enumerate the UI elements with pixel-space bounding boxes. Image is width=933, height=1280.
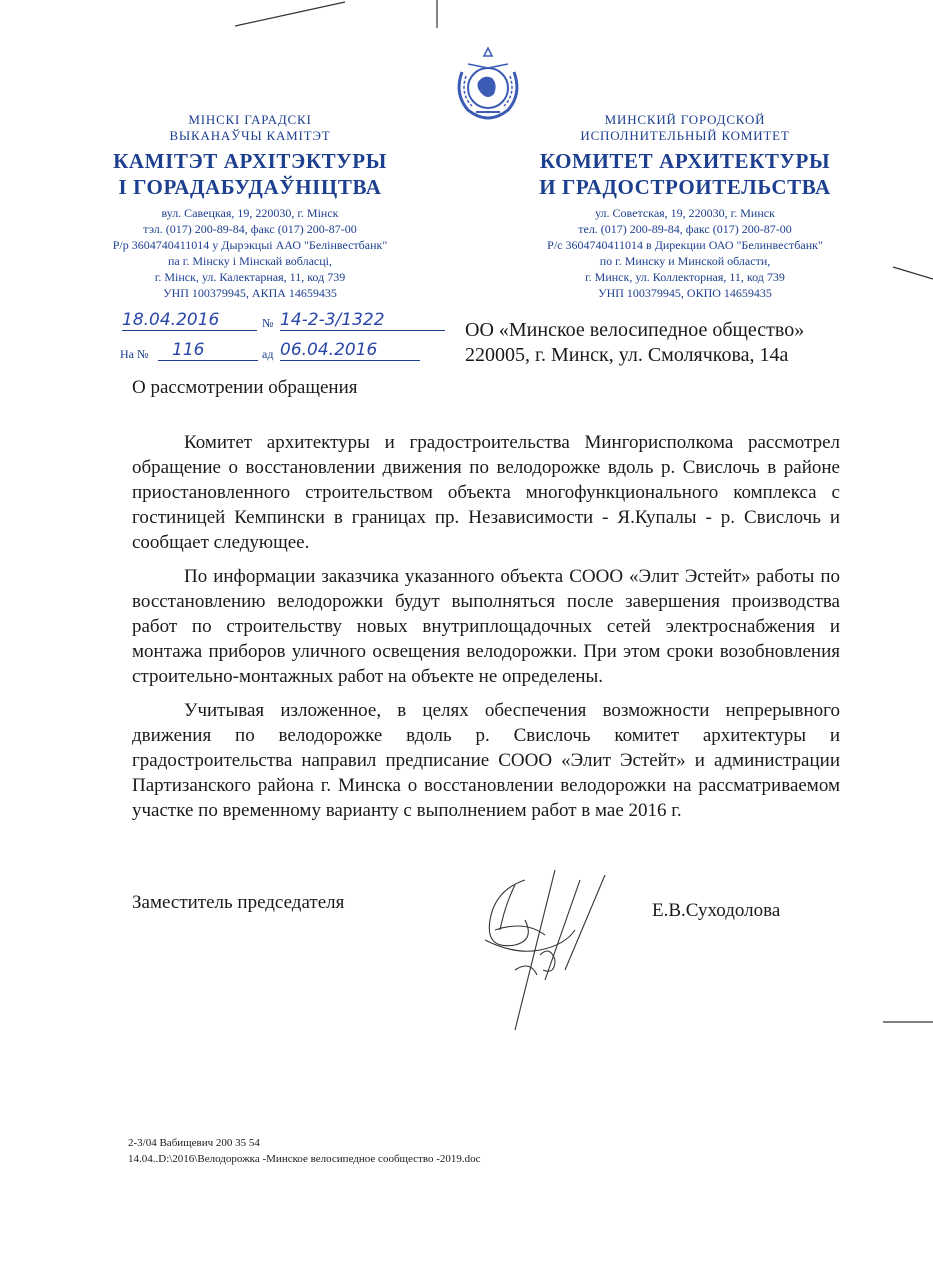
paragraph: По информации заказчика указанного объекта СООО «Элит Эстейт» работы по восстановлению велодорожки будут выполняться после завершения производства работ по строительству новых внутриплощадочных сетей электроснабжения и монтажа приборов уличного освещения велодорожки. При этом сроки возобновления строительно-монтажных работ на объекте не определены.: [132, 566, 840, 687]
header-left-addr: Р/р 3604740411014 у Дырэкцыі ААО "Белінвестбанк": [112, 238, 388, 252]
header-right-line2: ИСПОЛНИТЕЛЬНЫЙ КОМИТЕТ: [580, 128, 790, 143]
header-right-addr: г. Минск, ул. Коллекторная, 11, код 739: [585, 270, 785, 284]
header-left: [100, 112, 400, 301]
header-right-addr: Р/с 3604740411014 в Дирекции ОАО "Белинвестбанк": [547, 238, 823, 252]
footer-file-path: 14.04..D:\2016\Велодорожка -Минское велосипедное сообщество -2019.doc: [128, 1153, 481, 1165]
reference-number: 116: [158, 340, 258, 361]
header-left-title2: І ГОРАДАБУДАЎНІЦТВА: [118, 175, 382, 199]
header-left-addr: тэл. (017) 200-89-84, факс (017) 200-87-00: [143, 222, 357, 236]
reference-date: 06.04.2016: [280, 340, 420, 361]
recipient-name: ОО «Минское велосипедное общество»: [465, 319, 805, 341]
handwritten-signature-icon: [455, 860, 630, 1040]
header-right-addr: тел. (017) 200-89-84, факс (017) 200-87-00: [578, 222, 792, 236]
signature-name: Е.В.Суходолова: [652, 900, 781, 921]
header-right-title2: И ГРАДОСТРОИТЕЛЬСТВА: [539, 175, 831, 199]
registration-no-label: №: [262, 316, 274, 330]
belarus-emblem-icon: [448, 44, 528, 122]
footer-executor: 2-3/04 Вабищевич 200 35 54: [128, 1137, 260, 1149]
reference-label: На №: [120, 347, 149, 361]
header-left-line2: ВЫКАНАЎЧЫ КАМІТЭТ: [169, 128, 331, 143]
registration-date: 18.04.2016: [122, 310, 257, 331]
registration-row-2: [120, 340, 450, 364]
header-left-addr: па г. Мінску і Мінскай вобласці,: [168, 254, 332, 268]
header-right-line1: МИНСКИЙ ГОРОДСКОЙ: [604, 112, 766, 127]
header-left-addr: г. Мінск, ул. Калектарная, 11, код 739: [154, 270, 346, 284]
header-left-addr: вул. Савецкая, 19, 220030, г. Мінск: [161, 206, 339, 220]
letter-body: [132, 430, 840, 832]
header-right-addr: УНП 100379945, ОКПО 14659435: [598, 286, 772, 300]
subject: О рассмотрении обращения: [132, 377, 358, 398]
header-right-addr: по г. Минску и Минской области,: [599, 254, 771, 268]
reference-date-label: ад: [262, 347, 274, 361]
header-left-title1: КАМІТЭТ АРХІТЭКТУРЫ: [113, 149, 387, 173]
paragraph: Учитывая изложенное, в целях обеспечения возможности непрерывного движения по велодорожке вдоль р. Свислочь комитет архитектуры и градостроительства направил предписание СООО «Элит Эстейт» и администрации Партизанского района г. Минска о восстановлении велодорожки на рассматриваемом участке по временному варианту с выполнением работ в мае 2016 г.: [132, 700, 840, 821]
paragraph: Комитет архитектуры и градостроительства Мингорисполкома рассмотрел обращение о восстановлении движения по велодорожке вдоль р. Свислочь в районе приостановленного строительством объекта многофункционального комплекса с гостиницей Кемпински в границах пр. Независимости - Я.Купалы - р. Свислочь и сообщает следующее.: [132, 432, 840, 553]
header-left-line1: МІНСКІ ГАРАДСКІ: [188, 112, 312, 127]
signature-position: Заместитель председателя: [132, 892, 345, 913]
header-right: [525, 112, 845, 301]
header-right-addr: ул. Советская, 19, 220030, г. Минск: [595, 206, 775, 220]
recipient: [465, 318, 804, 368]
registration-number: 14-2-3/1322: [280, 310, 445, 331]
recipient-address: 220005, г. Минск, ул. Смолячкова, 14а: [465, 344, 789, 366]
header-right-title1: КОМИТЕТ АРХИТЕКТУРЫ: [539, 149, 831, 173]
footer: [128, 1135, 481, 1167]
header-left-addr: УНП 100379945, АКПА 14659435: [163, 286, 337, 300]
registration-row-1: [120, 310, 450, 334]
